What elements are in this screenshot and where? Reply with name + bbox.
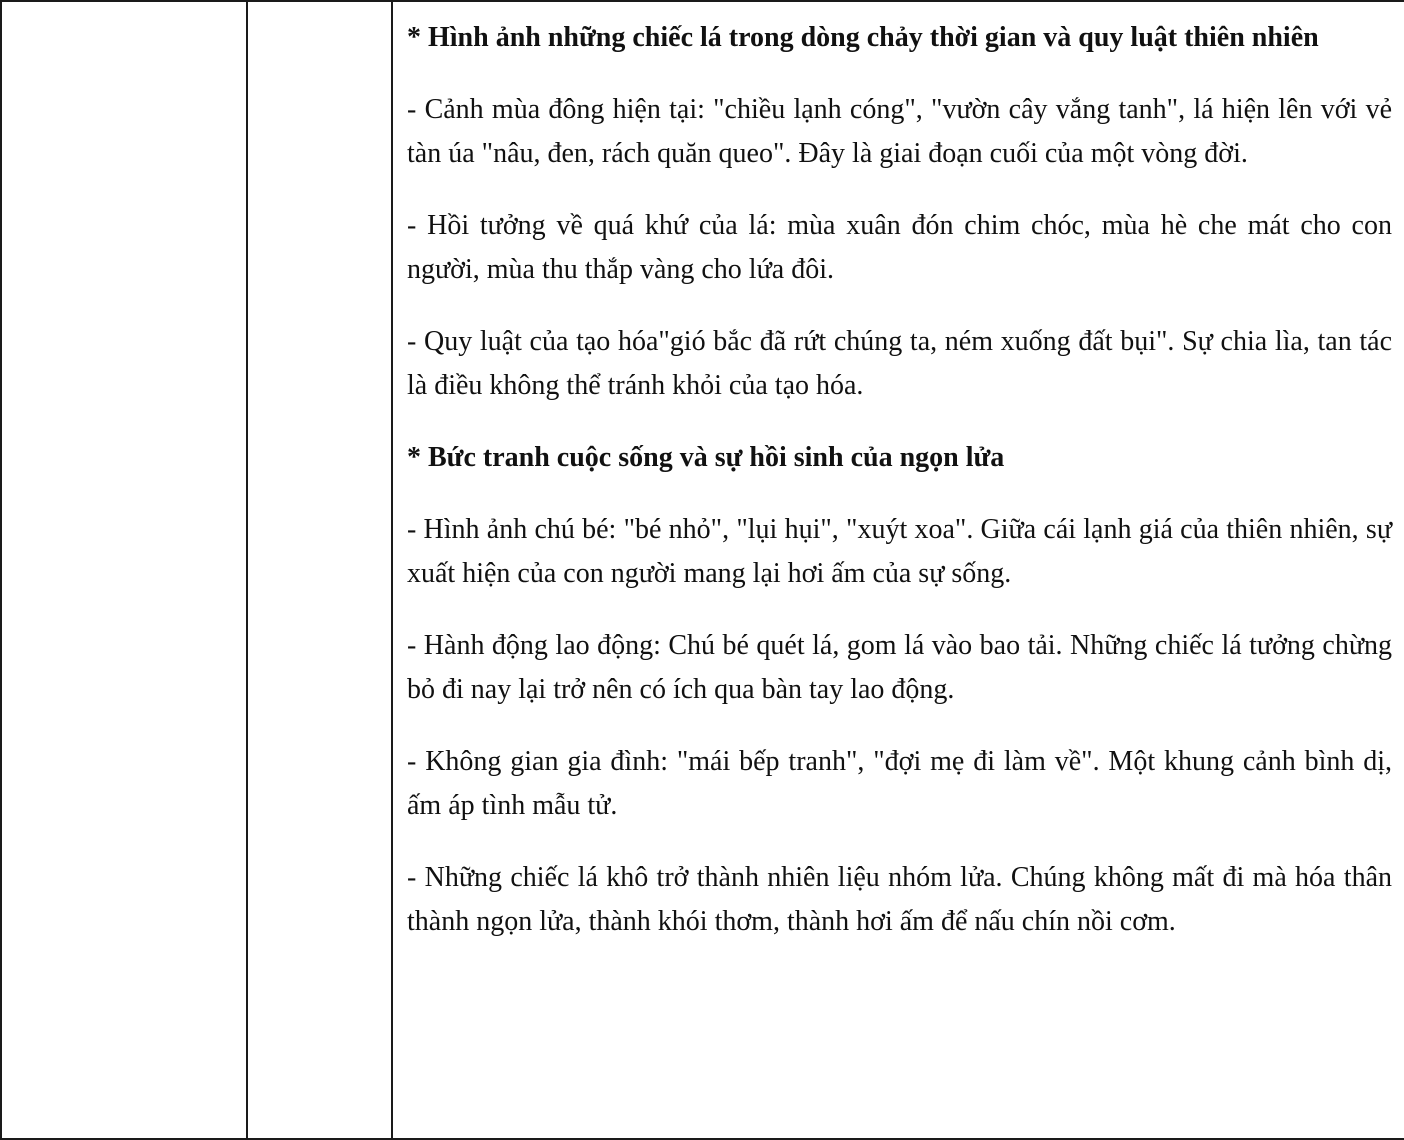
- section-heading-leaves-time: * Hình ảnh những chiếc lá trong dòng chảy thời gian và quy luật thiên nhiên: [407, 22, 1319, 53]
- table-cell-col2: [247, 1, 392, 1139]
- paragraph-family-space: - Không gian gia đình: "mái bếp tranh", "đợi mẹ đi làm về". Một khung cảnh bình dị, ấm áp tình mẫu tử.: [407, 746, 1392, 821]
- table-cell-col1: [1, 1, 247, 1139]
- table-row: [1, 1, 1404, 1139]
- paragraph-dry-leaves-fire: - Những chiếc lá khô trở thành nhiên liệu nhóm lửa. Chúng không mất đi mà hóa thân thành ngọn lửa, thành khói thơm, thành hơi ấm để nấu chín nồi cơm.: [407, 862, 1392, 937]
- paragraph-winter-scene: - Cảnh mùa đông hiện tại: "chiều lạnh cóng", "vườn cây vắng tanh", lá hiện lên với vẻ tàn úa "nâu, đen, rách quăn queo". Đây là giai đoạn cuối của một vòng đời.: [407, 94, 1392, 169]
- section-heading-life-fire: * Bức tranh cuộc sống và sự hồi sinh của ngọn lửa: [407, 442, 1005, 473]
- table-cell-content: [392, 1, 1404, 1139]
- paragraph-leaf-memories: - Hồi tưởng về quá khứ của lá: mùa xuân đón chim chóc, mùa hè che mát cho con người, mùa thu thắp vàng cho lứa đôi.: [407, 210, 1392, 285]
- paragraph-labor-action: - Hành động lao động: Chú bé quét lá, gom lá vào bao tải. Những chiếc lá tưởng chừng bỏ đi nay lại trở nên có ích qua bàn tay lao động.: [407, 630, 1392, 705]
- paragraph-nature-law: - Quy luật của tạo hóa"gió bắc đã rứt chúng ta, ném xuống đất bụi". Sự chia lìa, tan tác là điều không thể tránh khỏi của tạo hóa.: [407, 326, 1392, 401]
- paragraph-little-boy: - Hình ảnh chú bé: "bé nhỏ", "lụi hụi", "xuýt xoa". Giữa cái lạnh giá của thiên nhiên, sự xuất hiện của con người mang lại hơi ấm của sự sống.: [407, 514, 1392, 589]
